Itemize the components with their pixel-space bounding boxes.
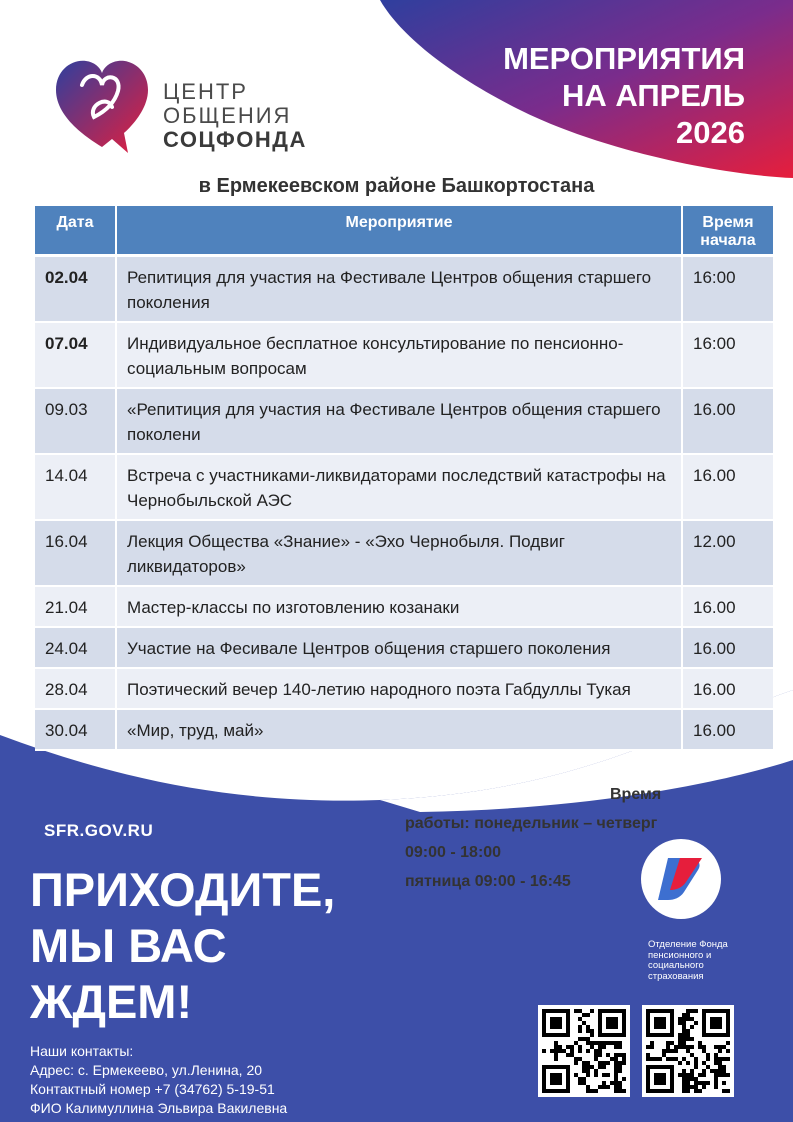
logo-text <box>163 80 307 152</box>
slogan <box>30 862 335 1030</box>
table-row <box>35 256 773 323</box>
sfr-caption: Отделение Фонда пенсионного и социального страхования <box>648 939 728 982</box>
table-cell-event: Индивидуальное бесплатное консультирование по пенсионно-социальным вопросам <box>116 322 682 388</box>
title-line2: НА АПРЕЛЬ <box>561 78 745 113</box>
table-cell-time: 16.00 <box>682 388 773 454</box>
qr-code-icon <box>538 1005 630 1097</box>
table-cell-date: 16.04 <box>35 520 116 586</box>
table-row <box>35 627 773 668</box>
table-cell-date: 28.04 <box>35 668 116 709</box>
table-cell-time: 16.00 <box>682 709 773 750</box>
contacts-phone: Контактный номер +7 (34762) 5-19-51 <box>30 1081 275 1097</box>
events-table <box>35 206 773 751</box>
contacts-person: ФИО Калимуллина Эльвира Вакилевна <box>30 1100 288 1116</box>
header-time: Время начала <box>682 206 773 256</box>
contacts <box>30 1042 287 1118</box>
contacts-title: Наши контакты: <box>30 1043 134 1059</box>
table-cell-event: Мастер-классы по изготовлению козанаки <box>116 586 682 627</box>
table-cell-event: «Репитиция для участия на Фестивале Центров общения старшего поколени <box>116 388 682 454</box>
header-event: Мероприятие <box>116 206 682 256</box>
table-row <box>35 454 773 520</box>
table-cell-event: «Мир, труд, май» <box>116 709 682 750</box>
slogan-line2: МЫ ВАС <box>30 919 227 972</box>
table-cell-time: 16.00 <box>682 668 773 709</box>
header-date: Дата <box>35 206 116 256</box>
table-cell-date: 21.04 <box>35 586 116 627</box>
logo-line1: ЦЕНТР <box>163 79 248 104</box>
hours-line4: пятница 09:00 - 16:45 <box>405 873 571 890</box>
logo-line3: СОЦФОНДА <box>163 127 307 152</box>
table-cell-date: 09.03 <box>35 388 116 454</box>
table-header-row <box>35 206 773 256</box>
hours-line3: 09:00 - 18:00 <box>405 844 502 861</box>
table-row <box>35 586 773 627</box>
table-row <box>35 668 773 709</box>
page-title <box>503 40 745 151</box>
table-cell-event: Репитиция для участия на Фестивале Центров общения старшего поколения <box>116 256 682 323</box>
title-line1: МЕРОПРИЯТИЯ <box>503 41 745 76</box>
qr-code-icon <box>642 1005 734 1097</box>
table-cell-time: 16.00 <box>682 454 773 520</box>
table-cell-time: 16.00 <box>682 627 773 668</box>
table-cell-event: Участие на Фесивале Центров общения старшего поколения <box>116 627 682 668</box>
table-cell-date: 02.04 <box>35 256 116 323</box>
table-cell-date: 30.04 <box>35 709 116 750</box>
table-cell-time: 16:00 <box>682 322 773 388</box>
website-link[interactable]: SFR.GOV.RU <box>44 821 154 840</box>
subtitle: в Ермекеевском районе Башкортостана <box>198 175 595 197</box>
sfr-logo-icon <box>640 838 722 920</box>
slogan-line1: ПРИХОДИТЕ, <box>30 863 336 916</box>
title-line3: 2026 <box>676 115 745 150</box>
table-row <box>35 520 773 586</box>
table-cell-time: 16:00 <box>682 256 773 323</box>
slogan-line3: ЖДЕМ! <box>30 975 193 1028</box>
table-row <box>35 322 773 388</box>
table-row <box>35 709 773 750</box>
hours-line1: Время <box>610 786 662 803</box>
contacts-address: Адрес: с. Ермекеево, ул.Ленина, 20 <box>30 1062 263 1078</box>
table-cell-event: Поэтический вечер 140-летию народного поэта Габдуллы Тукая <box>116 668 682 709</box>
table-cell-event: Лекция Общества «Знание» - «Эхо Чернобыля. Подвиг ликвидаторов» <box>116 520 682 586</box>
hours-line2: работы: понедельник – четверг <box>405 815 658 832</box>
table-cell-date: 24.04 <box>35 627 116 668</box>
table-cell-time: 12.00 <box>682 520 773 586</box>
table-cell-date: 14.04 <box>35 454 116 520</box>
table-cell-time: 16.00 <box>682 586 773 627</box>
heart-logo-icon <box>52 55 152 155</box>
logo-line2: ОБЩЕНИЯ <box>163 103 292 128</box>
table-cell-event: Встреча с участниками-ликвидаторами последствий катастрофы на Чернобыльской АЭС <box>116 454 682 520</box>
table-cell-date: 07.04 <box>35 322 116 388</box>
table-row <box>35 388 773 454</box>
